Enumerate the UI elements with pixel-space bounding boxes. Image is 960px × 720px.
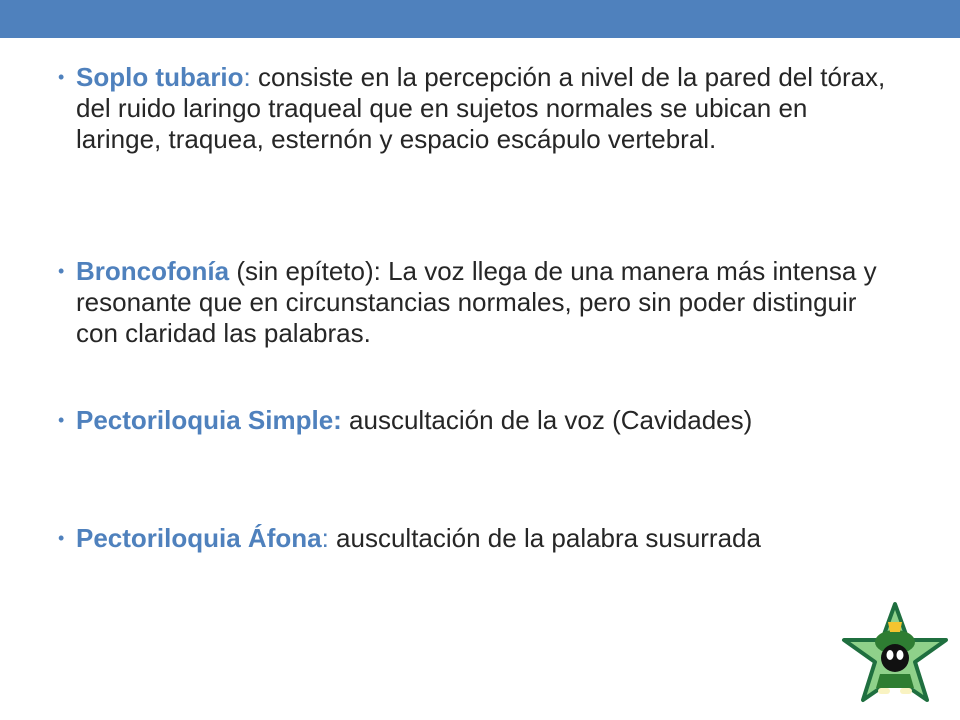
bullet-icon: •	[58, 410, 65, 430]
top-accent-bar	[0, 0, 960, 38]
character-skirt	[876, 674, 914, 688]
bullet-soplo-tubario	[58, 62, 898, 155]
cartoon-badge-icon	[840, 600, 950, 710]
bullet-broncofonia	[58, 256, 898, 349]
bullet-icon: •	[58, 528, 65, 548]
bullet-icon: •	[58, 261, 65, 281]
bullet-icon: •	[58, 67, 65, 87]
character-eye-right	[897, 650, 904, 660]
character-shoe-right	[900, 688, 912, 694]
bullet-text: auscultación de la palabra susurrada	[328, 523, 761, 553]
bullet-text: (sin epíteto): La voz llega de una manera más intensa y resonante que en circunstancias normales, pero sin poder distinguir con claridad las palabras.	[76, 256, 877, 348]
bullet-term: Broncofonía	[76, 256, 230, 286]
character-head	[881, 644, 909, 672]
bullet-pectoriloquia-simple	[58, 405, 752, 436]
character-shoe-left	[878, 688, 890, 694]
bullet-pectoriloquia-afona	[58, 523, 761, 554]
bullet-term: Soplo tubario	[76, 62, 244, 92]
bullet-text: auscultación de la voz (Cavidades)	[341, 405, 753, 435]
bullet-term: Pectoriloquia Simple:	[76, 405, 342, 435]
bullet-term: Pectoriloquia Áfona	[76, 523, 322, 553]
helmet-crest	[888, 622, 902, 632]
bullet-separator: :	[243, 62, 251, 92]
bullet-separator: :	[321, 523, 329, 553]
character-eye-left	[887, 650, 894, 660]
bullet-text: consiste en la percepción a nivel de la pared del tórax, del ruido laringo traqueal que en sujetos normales se ubican en laringe, traquea, esternón y espacio escápulo vertebral.	[76, 62, 886, 154]
